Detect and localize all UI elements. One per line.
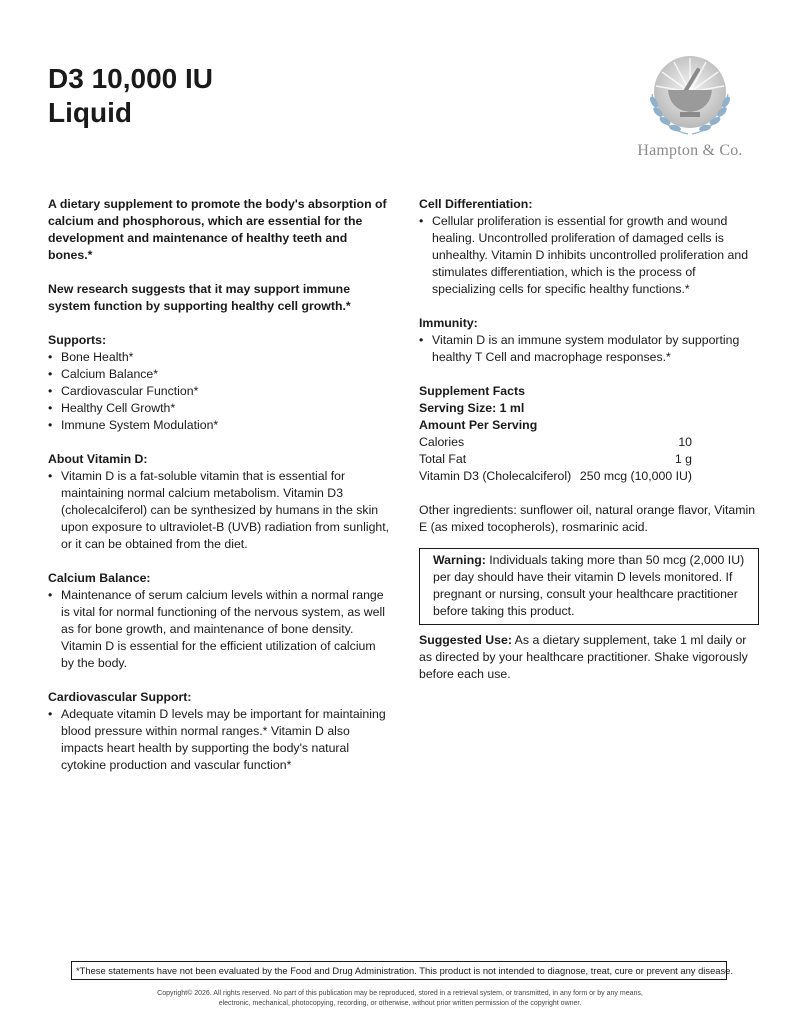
intro-paragraph: A dietary supplement to promote the body's absorption of calcium and phosphorous, which are essential for the development and maintenance of healthy teeth and bones.*: [48, 197, 387, 262]
title-line-2: Liquid: [48, 97, 132, 128]
immunity-text: • Vitamin D is an immune system modulator by supporting healthy T Cell and macrophage responses.*: [419, 332, 759, 366]
supports-list: [48, 349, 390, 434]
warning-box: [419, 548, 759, 625]
facts-label: Total Fat: [419, 452, 467, 466]
list-item: • Calcium Balance*: [48, 366, 390, 383]
immunity-list: [419, 332, 759, 366]
other-ingredients: Other ingredients: sunflower oil, natural orange flavor, Vitamin E (as mixed tocopherols), rosmarinic acid.: [419, 503, 756, 534]
cardiovascular-support-heading: Cardiovascular Support:: [48, 690, 192, 704]
facts-value: 1 g: [674, 452, 692, 466]
about-vitamin-d-list: [48, 468, 390, 553]
suggested-use-label: Suggested Use:: [419, 633, 512, 647]
cardiovascular-support-list: [48, 706, 390, 774]
facts-value: 250 mcg (10,000 IU): [579, 469, 692, 483]
list-item: • Immune System Modulation*: [48, 417, 390, 434]
list-item: • Cardiovascular Function*: [48, 383, 390, 400]
facts-value: 10: [678, 435, 692, 449]
list-item: • Healthy Cell Growth*: [48, 400, 390, 417]
copyright-notice: [0, 989, 800, 1009]
cell-differentiation-text: • Cellular proliferation is essential for growth and wound healing. Uncontrolled proliferation of damaged cells is unhealthy. Vitamin D inhibits uncontrolled proliferation and stimulates differentiation, which is the process of specializing cells for specific healthy functions.*: [419, 213, 759, 298]
suggested-use-text: As a dietary supplement, take 1 ml daily or as directed by your healthcare practitioner. Shake vigorously before each use.: [419, 633, 748, 681]
brand-logo: [628, 48, 752, 160]
brand-name: Hampton & Co.: [637, 142, 743, 159]
copyright-line-2: electronic, mechanical, photocopying, recording, or otherwise, without prior written permission of the copyright owner.: [218, 1000, 582, 1007]
supports-heading: Supports:: [48, 333, 107, 347]
mortar-and-pestle-laurel-icon: [638, 48, 742, 140]
suggested-use: [419, 632, 759, 683]
facts-row-vitamin-d3: [419, 468, 692, 485]
cell-differentiation-heading: Cell Differentiation:: [419, 197, 533, 211]
calcium-balance-heading: Calcium Balance:: [48, 571, 151, 585]
title-line-1: D3 10,000 IU: [48, 63, 213, 94]
facts-row-total-fat: [419, 451, 692, 468]
about-vitamin-d-text: • Vitamin D is a fat-soluble vitamin that is essential for maintaining normal calcium metabolism. Vitamin D3 (cholecalciferol) can be synthesized by humans in the skin upon exposure to ultraviolet-B (UVB) radiation from sunlight, or it can be obtained from the diet.: [48, 468, 390, 553]
serving-size: Serving Size: 1 ml: [419, 401, 525, 415]
facts-label: Vitamin D3 (Cholecalciferol): [419, 469, 572, 483]
list-item: • Bone Health*: [48, 349, 390, 366]
calcium-balance-text: • Maintenance of serum calcium levels within a normal range is vital for normal functioning of the nervous system, as well as for bone growth, and maintenance of bone density. Vitamin D is essential for the efficient utilization of calcium by the body.: [48, 587, 390, 672]
calcium-balance-list: [48, 587, 390, 672]
cell-differentiation-list: [419, 213, 759, 298]
supplement-facts: [419, 383, 759, 485]
about-vitamin-d-heading: About Vitamin D:: [48, 452, 148, 466]
supplement-facts-heading: Supplement Facts: [419, 384, 525, 398]
page-title: [48, 62, 213, 130]
cardiovascular-support-text: • Adequate vitamin D levels may be important for maintaining blood pressure within normal ranges.* Vitamin D also impacts heart health by supporting the body's natural cytokine production and vascular function*: [48, 706, 390, 774]
amount-per-serving: Amount Per Serving: [419, 418, 538, 432]
right-column: [419, 196, 759, 683]
warning-text: Individuals taking more than 50 mcg (2,000 IU) per day should have their vitamin D levels monitored. If pregnant or nursing, consult your healthcare practitioner before taking this product.: [433, 553, 745, 618]
facts-row-calories: [419, 434, 692, 451]
copyright-line-1: Copyright© 2026. All rights reserved. No part of this publication may be reproduced, stored in a retrieval system, or transmitted, in any form or by any means,: [157, 990, 643, 997]
facts-label: Calories: [419, 435, 465, 449]
left-column: [48, 196, 390, 774]
fda-disclaimer: *These statements have not been evaluated by the Food and Drug Administration. This product is not intended to diagnose, treat, cure or prevent any disease.: [71, 961, 727, 980]
immunity-heading: Immunity:: [419, 316, 478, 330]
research-paragraph: New research suggests that it may support immune system function by supporting healthy cell growth.*: [48, 282, 351, 313]
warning-label: Warning:: [433, 553, 486, 567]
